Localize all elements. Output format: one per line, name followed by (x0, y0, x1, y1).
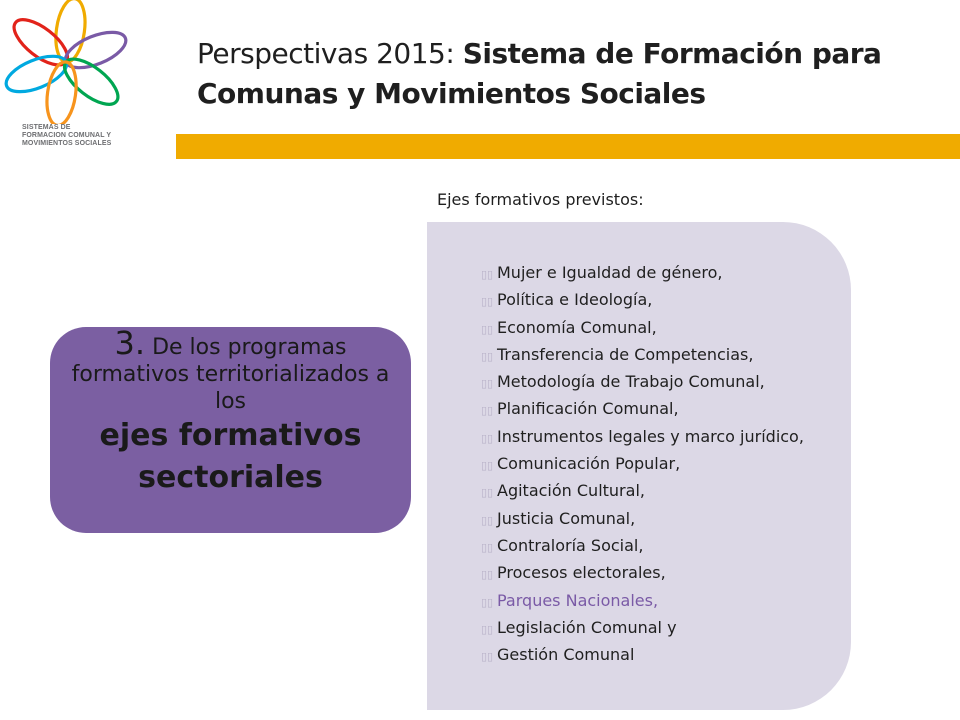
eje-item (481, 588, 841, 615)
eje-item (481, 615, 841, 642)
flower-logo-icon (4, 0, 132, 124)
eje-item-label: Planificación Comunal, (497, 399, 679, 419)
page-title-regular: Perspectivas 2015: (197, 37, 463, 70)
bullet-icon: ▯▯ (481, 622, 494, 636)
bullet-icon: ▯▯ (481, 595, 494, 609)
logo-line-1: SISTEMAS DE (22, 124, 71, 131)
logo-text (22, 124, 142, 148)
eje-item (481, 342, 841, 369)
eje-item (481, 260, 841, 287)
eje-item (481, 424, 841, 451)
eje-item (481, 642, 841, 669)
eje-item (481, 506, 841, 533)
bullet-icon: ▯▯ (481, 431, 494, 445)
eje-item-label: Mujer e Igualdad de género, (497, 263, 723, 282)
eje-item-label: Parques Nacionales, (497, 590, 659, 610)
eje-item-label: Justicia Comunal, (497, 508, 636, 528)
page-title (197, 34, 937, 114)
eje-item (481, 451, 841, 478)
bullet-icon: ▯▯ (481, 377, 494, 391)
accent-bar (176, 134, 960, 159)
bullet-icon: ▯▯ (481, 349, 494, 363)
logo-petal-green (57, 51, 125, 112)
program-text: De los programas formativos territorializados a los (71, 335, 390, 414)
eje-item-label: Comunicación Popular, (497, 454, 681, 474)
bullet-icon: ▯▯ (481, 568, 494, 582)
bullet-icon: ▯▯ (481, 268, 494, 281)
eje-item (481, 533, 841, 560)
logo-line-2: FORMACION COMUNAL Y (22, 132, 112, 139)
bullet-icon: ▯▯ (481, 404, 494, 418)
eje-item-label: Agitación Cultural, (497, 481, 645, 501)
ejes-list (481, 260, 841, 669)
eje-item-label: Economía Comunal, (497, 317, 657, 337)
eje-item-label: Instrumentos legales y marco jurídico, (497, 426, 804, 446)
bullet-icon: ▯▯ (481, 295, 494, 309)
eje-item-label: Metodología de Trabajo Comunal, (497, 372, 765, 392)
eje-item (481, 287, 841, 314)
eje-item-label: Transferencia de Competencias, (497, 344, 754, 364)
bullet-icon: ▯▯ (481, 650, 494, 664)
eje-item-label: Política e Ideología, (497, 290, 653, 310)
eje-item-label: Gestión Comunal (497, 645, 635, 665)
program-bold-text: ejes formativos sectoriales (99, 418, 362, 495)
logo-line-3: MOVIMIENTOS SOCIALES (22, 140, 112, 147)
eje-item-label: Contraloría Social, (497, 535, 644, 555)
eje-item (481, 560, 841, 587)
eje-item (481, 478, 841, 505)
eje-item (481, 396, 841, 423)
ejes-label: Ejes formativos previstos: (437, 190, 644, 209)
bullet-icon: ▯▯ (481, 513, 494, 527)
logo-petal-yellow (52, 0, 89, 64)
eje-item (481, 369, 841, 396)
eje-item-label: Procesos electorales, (497, 563, 666, 583)
logo (4, 0, 132, 160)
program-number: 3. (114, 324, 146, 362)
bullet-icon: ▯▯ (481, 322, 494, 336)
page-title-bold: Sistema de Formación para Comunas y Movimientos Sociales (197, 37, 882, 110)
program-box-regular (60, 324, 401, 415)
bullet-icon: ▯▯ (481, 486, 494, 500)
program-box-text (60, 324, 401, 499)
bullet-icon: ▯▯ (481, 540, 494, 554)
logo-petal-orange (43, 60, 80, 124)
eje-item (481, 315, 841, 342)
eje-item-label: Legislación Comunal y (497, 617, 677, 637)
bullet-icon: ▯▯ (481, 459, 494, 473)
